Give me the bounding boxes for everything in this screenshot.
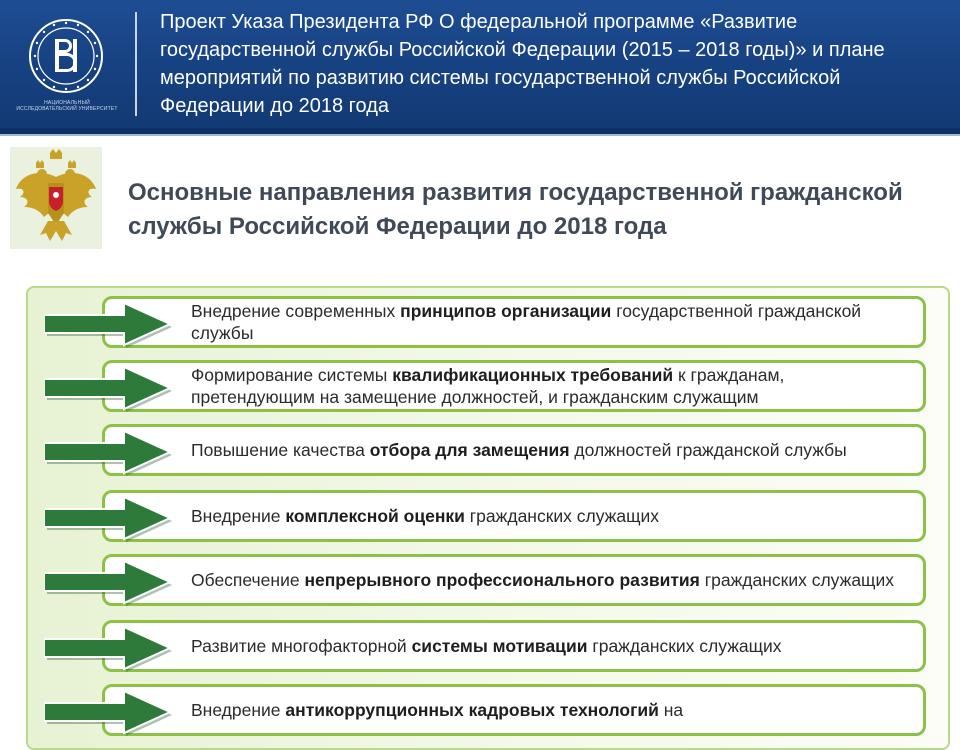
direction-text <box>191 364 909 408</box>
direction-text-regular: гражданских служащих <box>587 636 782 656</box>
arrow-right-icon <box>44 690 176 736</box>
page-title: Проект Указа Президента РФ О федеральной программе «Развитие государственной службы Российской Федерации (2015 – 2018 годы)» и плане мероприятий по развитию системы государственной службы Российской Федерации до 2018 года <box>160 11 885 117</box>
direction-text-regular: Внедрение современных <box>191 301 401 321</box>
direction-text-regular: должностей гражданской службы <box>569 440 847 460</box>
direction-text-regular: гражданских служащих <box>699 570 894 590</box>
direction-text-regular: Развитие многофакторной <box>191 636 412 656</box>
header-stripe-light <box>0 134 960 136</box>
direction-text-bold: отбора для замещения <box>369 440 570 460</box>
header-divider <box>135 12 137 116</box>
direction-text <box>191 635 782 657</box>
direction-item <box>0 424 960 484</box>
arrow-right-icon <box>44 626 176 672</box>
direction-box <box>102 360 926 412</box>
direction-item <box>0 296 960 356</box>
coat-of-arms-icon <box>10 147 102 249</box>
direction-text-bold: принципов организации <box>400 301 612 321</box>
logo-caption: НАЦИОНАЛЬНЫЙ ИССЛЕДОВАТЕЛЬСКИЙ УНИВЕРСИТЕТ <box>16 100 118 112</box>
direction-text-bold: непрерывного профессионального развития <box>304 570 700 590</box>
direction-item <box>0 554 960 614</box>
direction-item <box>0 490 960 550</box>
direction-box <box>102 296 926 348</box>
direction-text-regular: на <box>658 700 684 720</box>
direction-item <box>0 360 960 420</box>
direction-box <box>102 684 926 736</box>
direction-box <box>102 490 926 542</box>
direction-text-regular: к гражданам, претендующим на замещение должностей, и гражданским служащим <box>191 365 785 407</box>
direction-text-regular: Повышение качества <box>191 440 370 460</box>
direction-text-bold: антикоррупционных кадровых технологий <box>285 700 659 720</box>
direction-text <box>191 699 683 721</box>
direction-box <box>102 424 926 476</box>
arrow-right-icon <box>44 560 176 606</box>
direction-text-regular: Формирование системы <box>191 365 393 385</box>
direction-text-regular: государственной гражданской службы <box>191 301 862 343</box>
direction-text-bold: комплексной оценки <box>285 506 465 526</box>
direction-text <box>191 505 659 527</box>
direction-text-bold: системы мотивации <box>411 636 588 656</box>
direction-box <box>102 554 926 606</box>
direction-item <box>0 620 960 680</box>
direction-text <box>191 569 894 591</box>
direction-text-regular: Внедрение <box>191 700 286 720</box>
arrow-right-icon <box>44 496 176 542</box>
direction-text <box>191 439 847 461</box>
direction-item <box>0 684 960 744</box>
direction-text-regular: Обеспечение <box>191 570 305 590</box>
arrow-right-icon <box>44 430 176 476</box>
arrow-right-icon <box>44 302 176 348</box>
direction-text-regular: гражданских служащих <box>464 506 660 526</box>
direction-text <box>191 300 909 344</box>
direction-text-bold: квалификационных требований <box>392 365 674 385</box>
section-title: Основные направления развития государственной гражданской службы Российской Федерации до 2018 года <box>128 179 903 240</box>
direction-text-regular: Внедрение <box>191 506 286 526</box>
arrow-right-icon <box>44 366 176 412</box>
direction-box <box>102 620 926 672</box>
